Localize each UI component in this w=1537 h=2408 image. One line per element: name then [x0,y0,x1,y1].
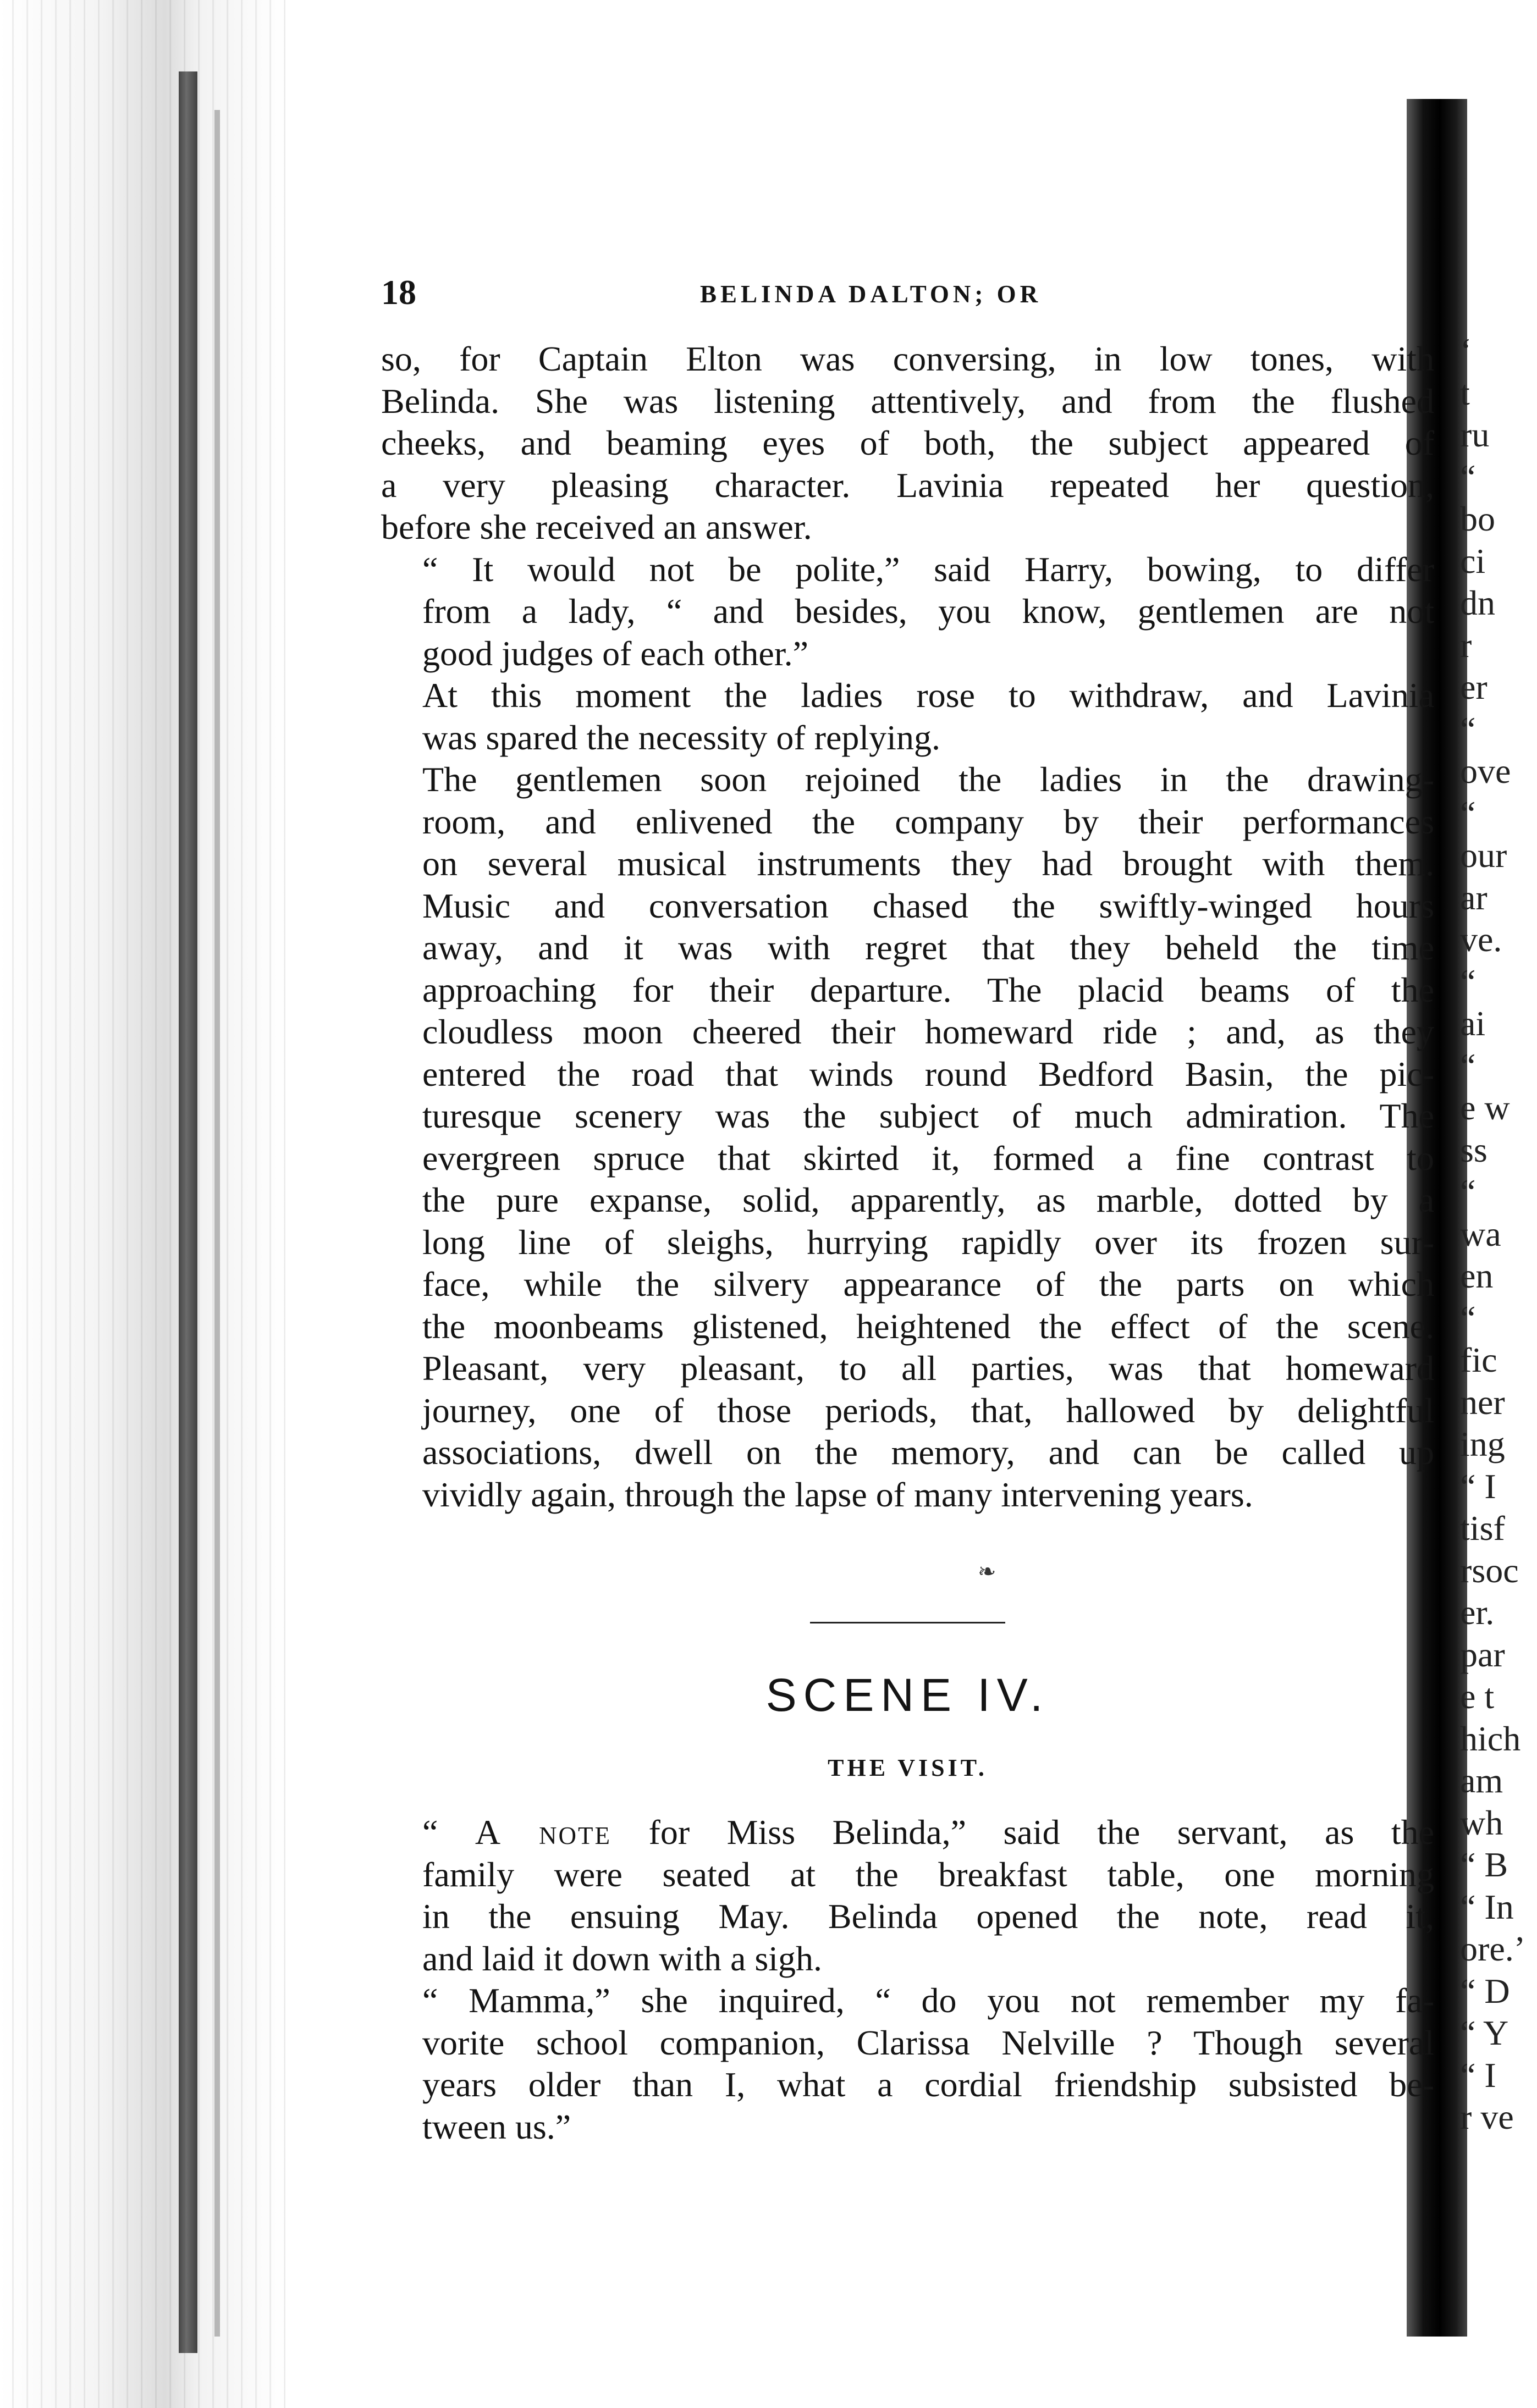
text-line: room, and enlivened the company by their performances [422,802,1434,841]
text-line: cheeks, and beaming eyes of both, the subject appeared of [381,423,1434,462]
paragraph [381,1980,1434,2148]
text-line: tween us.” [422,2107,571,2146]
text-line: from a lady, “ and besides, you know, gentlemen are not [422,592,1434,631]
text-line: the pure expanse, solid, apparently, as marble, dotted by a [422,1180,1434,1219]
binding-gutter [0,0,286,2408]
text-line: was spared the necessity of replying. [422,717,940,757]
scene-body [381,1811,1434,2148]
text-line: entered the road that winds round Bedford Basin, the pic- [422,1054,1434,1093]
text-line: face, while the silvery appearance of the parts on which [422,1264,1434,1304]
paragraph [381,1811,1434,1980]
text-line: “ A note for Miss Belinda,” said the servant, as the [422,1813,1435,1852]
bleed-fragment: am [1460,1761,1503,1800]
bleed-fragment: “ [1460,1298,1476,1338]
facing-page-bleed-through [1460,330,1537,2139]
paragraph [381,338,1434,549]
text-line: “ Mamma,” she inquired, “ do you not remember my fa- [422,1981,1434,2020]
text-line: “ It would not be polite,” said Harry, bowing, to differ [422,549,1434,589]
bleed-fragment: ru [1460,415,1490,454]
running-head: BELINDA DALTON; OR [700,280,1042,308]
text-line: vividly again, through the lapse of many intervening years. [422,1474,1253,1514]
text-line: journey, one of those periods, that, hallowed by delightful [422,1390,1434,1430]
text-line: turesque scenery was the subject of much admiration. The [422,1096,1434,1135]
ornament: ❧ [978,1559,996,1584]
bleed-fragment: wh [1460,1803,1503,1842]
bleed-fragment: “ [1460,457,1476,496]
page-header [381,261,1442,316]
bleed-fragment: “ Y [1460,2013,1509,2052]
book-page [381,261,1442,2146]
bleed-fragment: er [1460,667,1488,706]
bleed-fragment: “ In [1460,1887,1514,1926]
bleed-fragment: tisf [1460,1509,1505,1548]
bleed-fragment: par [1460,1634,1505,1674]
bleed-fragment: ar [1460,877,1488,917]
bleed-fragment: ai [1460,1004,1486,1043]
text-line: and laid it down with a sigh. [422,1938,823,1978]
bleed-fragment: rsoc [1460,1550,1519,1590]
bleed-fragment: er. [1460,1593,1495,1632]
text-line: approaching for their departure. The placid beams of the [422,970,1434,1009]
binding-shadow [179,71,197,2353]
text-line: The gentlemen soon rejoined the ladies in the drawing- [422,760,1434,799]
text-line: a very pleasing character. Lavinia repeated her question, [381,465,1434,505]
text-line: Music and conversation chased the swiftly-winged hours [422,886,1434,925]
text-line: family were seated at the breakfast table, one morning [422,1854,1434,1894]
text-line: Pleasant, very pleasant, to all parties, was that homeward [422,1349,1434,1388]
bleed-fragment: wa [1460,1214,1501,1253]
text-line: so, for Captain Elton was conversing, in low tones, with [381,339,1434,378]
text-line: in the ensuing May. Belinda opened the note, read it, [422,1897,1434,1936]
bleed-fragment: ner [1460,1382,1505,1422]
bleed-fragment: “ I [1460,2055,1496,2095]
paragraph [381,549,1434,675]
text-line: cloudless moon cheered their homeward ride ; and, as they [422,1012,1434,1051]
text-line: evergreen spruce that skirted it, formed a fine contrast to [422,1138,1434,1178]
smallcaps-opening: A note [475,1813,612,1852]
paragraph [381,675,1434,759]
bleed-fragment: hich [1460,1719,1521,1758]
bleed-fragment: ci [1460,541,1486,581]
section-divider [810,1622,1005,1623]
text-line: good judges of each other.” [422,633,808,673]
bleed-fragment: “ [1460,793,1476,833]
text-line: before she received an answer. [381,507,812,546]
text-line: vorite school companion, Clarissa Nelville ? Though several [422,2023,1434,2062]
bleed-fragment: ing [1460,1424,1505,1463]
bleed-fragment: ss [1460,1130,1488,1169]
bleed-fragment: t [1460,373,1470,412]
bleed-fragment: “ I [1460,1466,1496,1506]
bleed-fragment: e w [1460,1088,1510,1127]
text-line: Belinda. She was listening attentively, and from the flushed [381,381,1434,421]
bleed-fragment: “ [1460,1046,1476,1085]
bleed-fragment: ove [1460,752,1511,791]
bleed-fragment: e t [1460,1677,1495,1716]
bleed-fragment: bo [1460,499,1495,538]
text-line: away, and it was with regret that they beheld the time [422,928,1434,967]
bleed-fragment: r ve [1460,2097,1514,2136]
page-number: 18 [381,273,416,312]
scene-title: SCENE IV. [765,1669,1050,1721]
bleed-fragment: ‘ [1460,331,1472,370]
text-line: At this moment the ladies rose to withdraw, and Lavinia [422,676,1434,715]
bleed-fragment: fic [1460,1340,1497,1379]
bleed-fragment: “ [1460,962,1476,1001]
text-line: long line of sleighs, hurrying rapidly over its frozen sur- [422,1222,1434,1262]
bleed-fragment: “ D [1460,1971,1510,2011]
bleed-fragment: “ [1460,709,1476,749]
text-line: years older than I, what a cordial friendship subsisted be- [422,2065,1434,2104]
bleed-fragment: “ B [1460,1845,1508,1884]
text-line: the moonbeams glistened, heightened the effect of the scene. [422,1306,1434,1346]
scene-subtitle: THE VISIT. [828,1754,988,1781]
bleed-fragment: dn [1460,583,1495,622]
paragraph [381,759,1434,1516]
bleed-fragment: ore.’ [1460,1929,1526,1968]
text-line: on several musical instruments they had brought with them. [422,844,1434,883]
bleed-fragment: en [1460,1256,1494,1295]
text-line: associations, dwell on the memory, and can be called up [422,1433,1434,1472]
bleed-fragment: r [1460,625,1472,665]
bleed-fragment: “ [1460,1172,1476,1211]
binding-shadow-line [214,110,220,2337]
bleed-fragment: our [1460,836,1507,875]
bleed-fragment: ve. [1460,920,1502,959]
